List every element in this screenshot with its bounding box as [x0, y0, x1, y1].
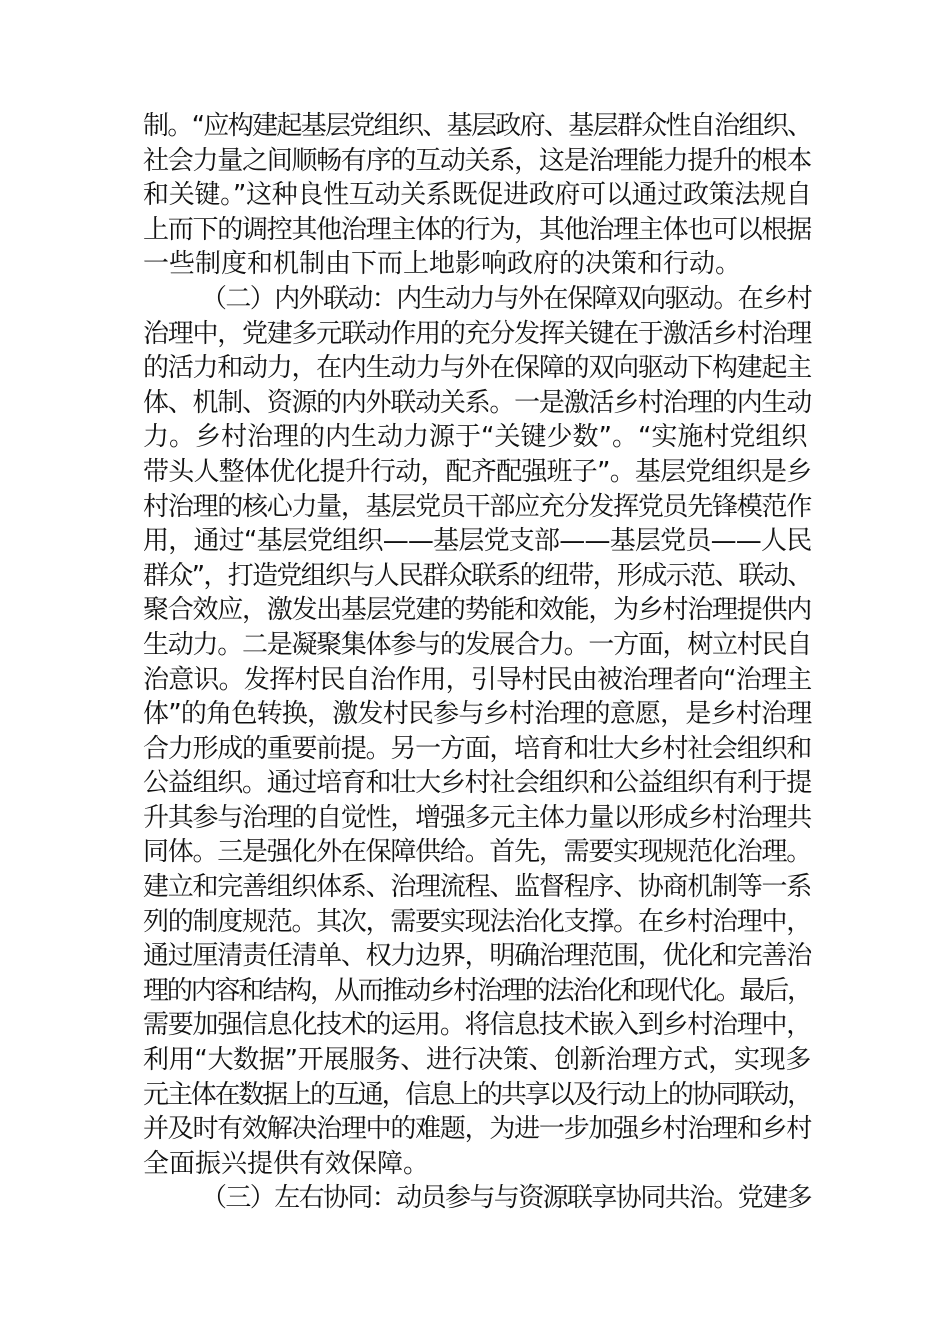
section-heading-line: （三）左右协同：动员参与与资源联享协同共治。党建多: [201, 1183, 812, 1214]
text-line: 一些制度和机制由下而上地影响政府的决策和行动。: [143, 249, 742, 280]
text-line: 元主体在数据上的互通，信息上的共享以及行动上的协同联动，: [143, 1079, 812, 1110]
text-line: 升其参与治理的自觉性，增强多元主体力量以形成乡村治理共: [143, 802, 812, 833]
text-line: 利用“大数据”开展服务、进行决策、创新治理方式，实现多: [143, 1045, 811, 1076]
text-line: 理的内容和结构，从而推动乡村治理的法治化和现代化。最后，: [143, 975, 812, 1006]
text-line: 合力形成的重要前提。另一方面，培育和壮大乡村社会组织和: [143, 733, 812, 764]
text-line: 聚合效应，激发出基层党建的势能和效能，为乡村治理提供内: [143, 595, 812, 626]
section-heading-line: （二）内外联动：内生动力与外在保障双向驱动。在乡村: [201, 283, 812, 314]
text-line: 同体。三是强化外在保障供给。首先，需要实现规范化治理。: [143, 837, 812, 868]
text-line: 通过厘清责任清单、权力边界，明确治理范围，优化和完善治: [143, 941, 812, 972]
text-line: 群众”，打造党组织与人民群众联系的纽带，形成示范、联动、: [143, 560, 812, 591]
text-line: 建立和完善组织体系、治理流程、监督程序、协商机制等一系: [143, 872, 812, 903]
text-line: 治意识。发挥村民自治作用，引导村民由被治理者向“治理主: [143, 664, 812, 695]
text-line: 公益组织。通过培育和壮大乡村社会组织和公益组织有利于提: [143, 768, 812, 799]
text-line: 治理中，党建多元联动作用的充分发挥关键在于激活乡村治理: [143, 318, 812, 349]
text-line: 制。“应构建起基层党组织、基层政府、基层群众性自治组织、: [143, 111, 812, 141]
text-line: 体、机制、资源的内外联动关系。一是激活乡村治理的内生动: [143, 387, 812, 418]
text-line: 列的制度规范。其次，需要实现法治化支撑。在乡村治理中，: [143, 906, 812, 937]
text-line: 用，通过“基层党组织——基层党支部——基层党员——人民: [143, 526, 812, 557]
text-line: 和关键。”这种良性互动关系既促进政府可以通过政策法规自: [143, 180, 812, 211]
text-line: 社会力量之间顺畅有序的互动关系，这是治理能力提升的根本: [143, 145, 812, 176]
text-line: 全面振兴提供有效保障。: [143, 1148, 430, 1179]
text-line: 体”的角色转换，激发村民参与乡村治理的意愿，是乡村治理: [143, 699, 812, 730]
text-line: 上而下的调控其他治理主体的行为，其他治理主体也可以根据: [143, 214, 812, 245]
text-line: 村治理的核心力量，基层党员干部应充分发挥党员先锋模范作: [143, 491, 812, 522]
text-line: 生动力。二是凝聚集体参与的发展合力。一方面，树立村民自: [143, 629, 812, 660]
text-line: 带头人整体优化提升行动，配齐配强班子”。基层党组织是乡: [143, 456, 812, 487]
text-line: 力。乡村治理的内生动力源于“关键少数”。“实施村党组织: [143, 422, 808, 453]
body-text: [143, 109, 811, 1216]
text-line: 的活力和动力，在内生动力与外在保障的双向驱动下构建起主: [143, 353, 812, 384]
text-line: 并及时有效解决治理中的难题，为进一步加强乡村治理和乡村: [143, 1114, 812, 1145]
text-line: 需要加强信息化技术的运用。将信息技术嵌入到乡村治理中，: [143, 1010, 812, 1041]
